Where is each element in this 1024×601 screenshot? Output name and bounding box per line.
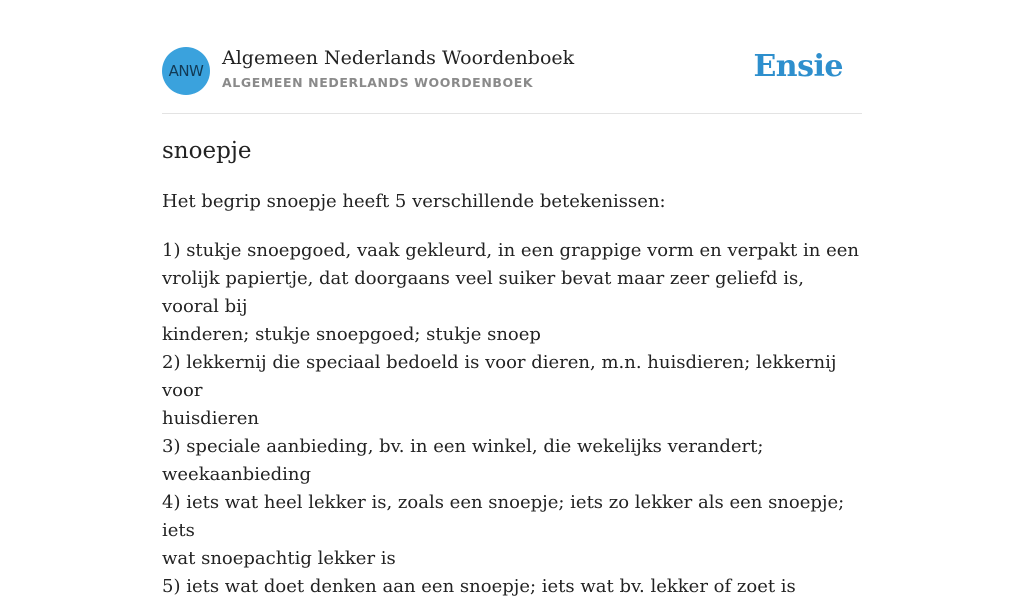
definition-item: 5) iets wat doet denken aan een snoepje; iets wat bv. lekker of zoet is — [162, 576, 796, 597]
ensie-brand-logo[interactable]: Ensie — [753, 49, 843, 84]
definition-item: 2) lekkernij die speciaal bedoeld is voor dieren, m.n. huisdieren; lekkernij voor huisdieren — [162, 352, 837, 429]
source-header — [162, 46, 862, 96]
definition-item: 3) speciale aanbieding, bv. in een winkel, die wekelijks verandert; weekaanbieding — [162, 436, 764, 485]
definition-item: 1) stukje snoepgoed, vaak gekleurd, in een grappige vorm en verpakt in een vrolijk papiertje, dat doorgaans veel suiker bevat maar zeer geliefd is, vooral bij kinderen; stukje snoepgoed; stukje snoep — [162, 240, 859, 345]
entry-intro: Het begrip snoepje heeft 5 verschillende betekenissen: — [162, 191, 666, 212]
definition-list — [162, 237, 862, 601]
entry-term: snoepje — [162, 138, 252, 164]
header-divider — [162, 113, 862, 114]
anw-logo-icon: ANW — [162, 47, 210, 95]
source-subtitle: ALGEMEEN NEDERLANDS WOORDENBOEK — [222, 75, 534, 90]
source-title[interactable]: Algemeen Nederlands Woordenboek — [222, 47, 575, 69]
definition-item: 4) iets wat heel lekker is, zoals een snoepje; iets zo lekker als een snoepje; iets wat snoepachtig lekker is — [162, 492, 845, 569]
